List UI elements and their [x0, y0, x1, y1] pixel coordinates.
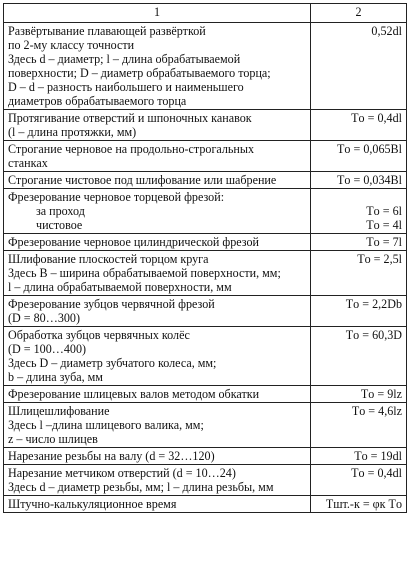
operation-cell	[4, 386, 311, 403]
formula-value: Tо = 0,034Bl	[337, 173, 402, 187]
operation-text-line: диаметров обрабатываемого торца	[8, 94, 187, 108]
formula-value: Tо = 2,2Db	[345, 297, 402, 311]
operation-text-line: Здесь D – диаметр зубчатого колеса, мм;	[8, 356, 217, 370]
formula-cell	[311, 141, 407, 172]
formula-cell	[311, 110, 407, 141]
formula-cell	[311, 172, 407, 189]
formula-value: Tо = 0,4dl	[351, 111, 402, 125]
sub-item-label: чистовое	[36, 218, 83, 232]
table-row	[4, 403, 407, 448]
table-row	[4, 496, 407, 513]
formula-value: Tо = 19dl	[354, 449, 402, 463]
formula-value: Tо = 0,4dl	[351, 466, 402, 480]
sub-item-formula: Tо = 4l	[366, 218, 402, 232]
formula-cell	[311, 465, 407, 496]
table-row	[4, 386, 407, 403]
formula-value: Tо = 2,5l	[357, 252, 402, 266]
formula-cell	[311, 296, 407, 327]
operation-cell	[4, 172, 311, 189]
operation-text-line: (l – длина протяжки, мм)	[8, 125, 137, 139]
formula-cell	[311, 496, 407, 513]
operation-text-line: D – d – разность наибольшего и наименьшего	[8, 80, 244, 94]
operation-text-line: (D = 100…400)	[8, 342, 87, 356]
formula-cell	[311, 189, 407, 234]
operation-text-line: Шлицешлифование	[8, 404, 110, 418]
formula-value: Tо = 9lz	[360, 387, 402, 401]
sub-item-label: за проход	[36, 204, 85, 218]
operation-text-line: Строгание черновое на продольно-строгальных	[8, 142, 255, 156]
formula-cell	[311, 23, 407, 110]
operation-cell	[4, 23, 311, 110]
formula-value: Tо = 0,065Bl	[337, 142, 402, 156]
operation-text-line: Строгание чистовое под шлифование или шабрение	[8, 173, 277, 187]
operation-text-line: Развёртывание плавающей развёрткой	[8, 24, 206, 38]
operation-text-line: Фрезерование черновое цилиндрической фрезой	[8, 235, 259, 249]
operation-cell	[4, 189, 311, 234]
formula-cell	[311, 234, 407, 251]
operation-text-line: по 2-му классу точности	[8, 38, 135, 52]
formula-cell	[311, 327, 407, 386]
operation-text-line: Шлифование плоскостей торцом круга	[8, 252, 209, 266]
operation-cell	[4, 465, 311, 496]
formula-value: Tо = 60,3D	[345, 328, 402, 342]
operation-text-line: Здесь B – ширина обрабатываемой поверхности, мм;	[8, 266, 281, 280]
sub-item-formula: Tо = 6l	[366, 204, 402, 218]
operation-cell	[4, 251, 311, 296]
operation-cell	[4, 496, 311, 513]
table-row	[4, 448, 407, 465]
operation-text-line: Протягивание отверстий и шпоночных канавок	[8, 111, 252, 125]
formula-cell	[311, 448, 407, 465]
formula-value: Tо = 7l	[366, 235, 402, 249]
formula-cell	[311, 251, 407, 296]
operation-text-line: Здесь d – диаметр; l – длина обрабатываемой	[8, 52, 241, 66]
operation-text-line: Здесь d – диаметр резьбы, мм; l – длина резьбы, мм	[8, 480, 274, 494]
formula-value: 0,52dl	[371, 24, 402, 38]
operation-text-line: поверхности; D – диаметр обрабатываемого торца;	[8, 66, 271, 80]
formula-value: Tо = 4,6lz	[351, 404, 402, 418]
header-col-2: 2	[311, 4, 407, 23]
operation-text-line: b – длина зуба, мм	[8, 370, 103, 384]
operation-text-line: Фрезерование черновое торцевой фрезой:	[8, 190, 225, 204]
norms-table	[3, 3, 407, 513]
operation-text-line: l – длина обрабатываемой поверхности, мм	[8, 280, 232, 294]
formula-value: Tшт.-к = φк Tо	[325, 497, 402, 511]
table-row	[4, 234, 407, 251]
operation-text-line: (D = 80…300)	[8, 311, 80, 325]
table-row	[4, 23, 407, 110]
table-row	[4, 172, 407, 189]
operation-cell	[4, 296, 311, 327]
operation-cell	[4, 403, 311, 448]
table-row	[4, 189, 407, 234]
table-row	[4, 296, 407, 327]
operation-text-line: z – число шлицев	[8, 432, 98, 446]
operation-cell	[4, 234, 311, 251]
formula-cell	[311, 386, 407, 403]
table-row	[4, 251, 407, 296]
operation-text-line: Штучно-калькуляционное время	[8, 497, 177, 511]
table-row	[4, 141, 407, 172]
operation-text-line: станках	[8, 156, 48, 170]
operation-text-line: Здесь l –длина шлицевого валика, мм;	[8, 418, 204, 432]
table-row	[4, 110, 407, 141]
header-col-1: 1	[4, 4, 311, 23]
formula-cell	[311, 403, 407, 448]
operation-cell	[4, 327, 311, 386]
table-header-row	[4, 4, 407, 23]
table-row	[4, 465, 407, 496]
operation-text-line: Обработка зубцов червячных колёс	[8, 328, 190, 342]
operation-text-line: Нарезание резьбы на валу (d = 32…120)	[8, 449, 215, 463]
operation-cell	[4, 448, 311, 465]
operation-text-line: Нарезание метчиком отверстий (d = 10…24)	[8, 466, 236, 480]
operation-cell	[4, 110, 311, 141]
operation-text-line: Фрезерование зубцов червячной фрезой	[8, 297, 215, 311]
table-row	[4, 327, 407, 386]
operation-text-line: Фрезерование шлицевых валов методом обкатки	[8, 387, 260, 401]
table-body	[4, 23, 407, 513]
operation-cell	[4, 141, 311, 172]
